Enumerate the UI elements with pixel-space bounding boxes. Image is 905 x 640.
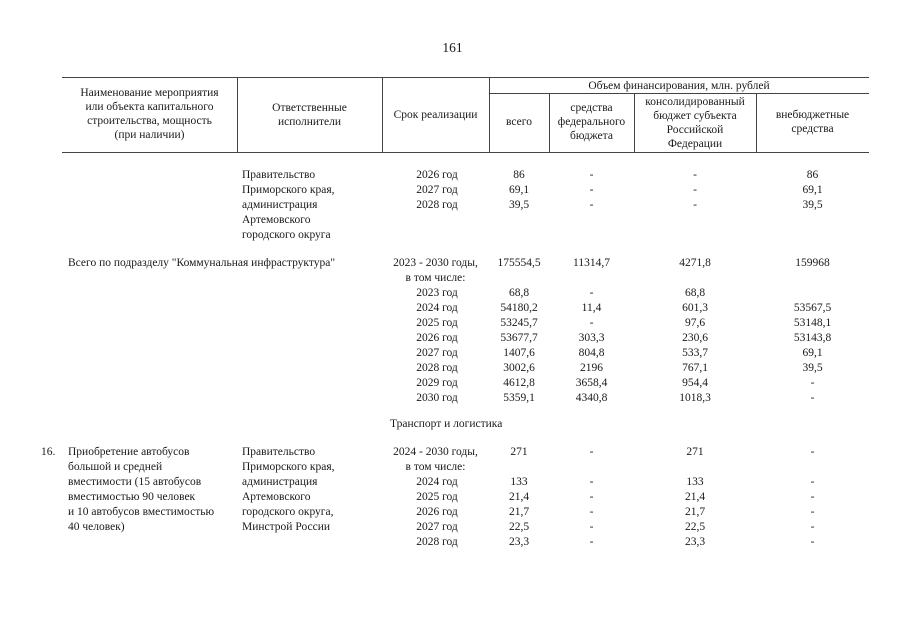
federal-cell: - - - [589, 169, 594, 211]
extra-cell: 159968 53567,5 53148,1 53143,8 69,1 39,5 - - [793, 257, 832, 404]
regional-cell: 271 133 21,4 21,7 22,5 23,3 [684, 446, 706, 548]
total-cell: 86 69,1 39,5 [508, 169, 530, 211]
regional-cell: 4271,8 68,8 601,3 97,6 230,6 533,7 767,1 954,4 1018,3 [679, 257, 711, 404]
period-cell: 2026 год 2027 год 2028 год [416, 169, 458, 211]
header-bottom-border [62, 152, 869, 153]
header-col-total: всего [506, 116, 532, 128]
page-number: 161 [442, 40, 463, 55]
funding-group-underline [489, 93, 869, 94]
header-col-extra: внебюджетные средства [775, 109, 850, 135]
period-cell: 2023 - 2030 годы, в том числе: [393, 257, 478, 284]
header-col-responsible: Ответственные исполнители [272, 102, 347, 128]
section-title: Транспорт и логистика [390, 418, 503, 430]
header-col-name: Наименование мероприятия или объекта капитального строительства, мощность (при наличии) [80, 87, 219, 141]
header-col-period: Срок реализации [393, 109, 478, 121]
federal-cell: - - - - - - [589, 446, 594, 548]
period-cell: 2024 - 2030 годы, в том числе: [393, 446, 478, 473]
responsible-cell: Правительство Приморского края, администрация Артемовского городского округа, Минстрой России [242, 446, 335, 533]
header-col-federal: средства федерального бюджета [557, 102, 626, 142]
header-top-border [62, 77, 869, 78]
item-number: 16. [41, 446, 56, 458]
total-cell: 271 133 21,4 21,7 22,5 23,3 [508, 446, 530, 548]
header-col-regional: консолидированный бюджет субъекта Российской Федерации [645, 96, 745, 150]
responsible-cell: Правительство Приморского края, администрация Артемовского городского округа [242, 169, 335, 241]
period-cell: 2024 год 2025 год 2026 год 2027 год 2028 год [416, 476, 458, 548]
federal-cell: 11314,7 - 11,4 - 303,3 804,8 2196 3658,4 4340,8 [573, 257, 610, 404]
extra-cell: 86 69,1 39,5 [802, 169, 823, 211]
period-cell: 2023 год 2024 год 2025 год 2026 год 2027 год 2028 год 2029 год 2030 год [416, 287, 458, 404]
subtotal-label: Всего по подразделу "Коммунальная инфраструктура" [68, 257, 336, 269]
header-funding-group: Объем финансирования, млн. рублей [588, 80, 770, 92]
extra-cell: - - - - - - [810, 446, 815, 548]
item-name: Приобретение автобусов большой и средней вместимости (15 автобусов вместимостью 90 человек и 10 автобусов вместимостью 40 человек) [68, 446, 215, 533]
total-cell: 175554,5 68,8 54180,2 53245,7 53677,7 1407,6 3002,6 4612,8 5359,1 [497, 257, 541, 404]
regional-cell: - - - [693, 169, 697, 211]
